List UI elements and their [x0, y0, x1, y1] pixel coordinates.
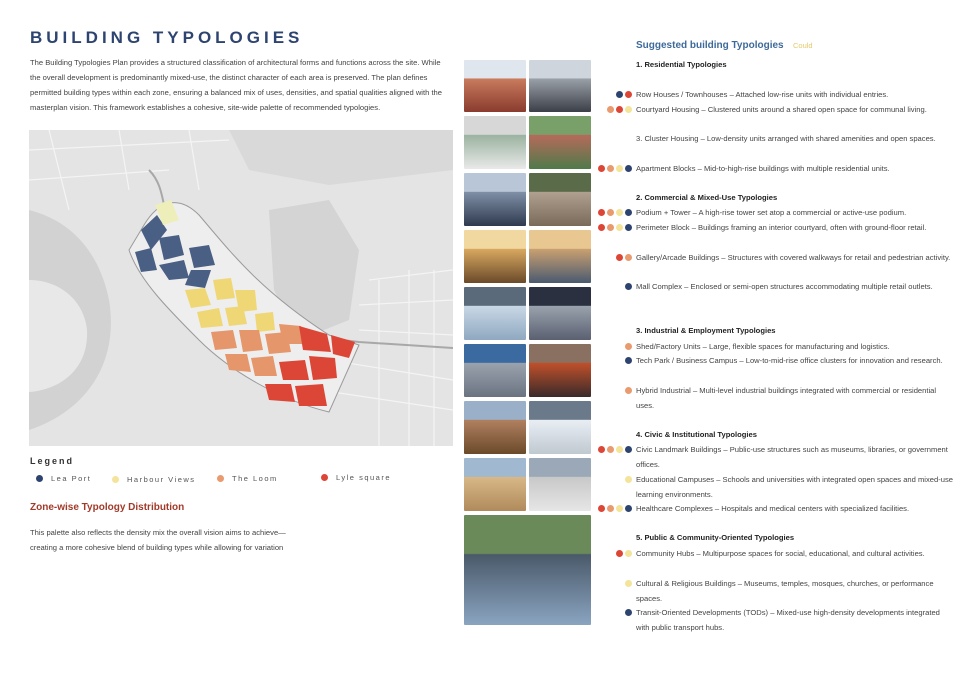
zone-dot-lyle-square: [598, 209, 605, 216]
zone-dot-harbour-views: [625, 580, 632, 587]
zone-dot-harbour-views: [625, 550, 632, 557]
zone-dot-the-loom: [607, 165, 614, 172]
zone-dot-lea-port: [625, 165, 632, 172]
zone-dot-lyle-square: [616, 106, 623, 113]
zone-dots-2-4: [625, 283, 632, 290]
arcade-interior-photo: [464, 230, 526, 283]
zone-dot-lea-port: [625, 283, 632, 290]
zone-dots-5-2: [625, 580, 632, 587]
zone-dot-lea-port: [625, 209, 632, 216]
zone-dot-lyle-square: [616, 550, 623, 557]
legend-title: Legend: [30, 456, 75, 466]
zone-dots-1-4: [598, 165, 632, 172]
section-heading-4: 4. Civic & Institutional Typologies: [636, 430, 757, 439]
typology-item-2-1: Podium + Tower – A high-rise tower set atop a commercial or active-use podium.: [636, 208, 907, 217]
zone-dot-lyle-square: [598, 165, 605, 172]
community-hall-photo: [464, 458, 526, 511]
white-cultural-building-photo: [529, 458, 591, 511]
intro-paragraph: The Building Typologies Plan provides a structured classification of architectural forms and functions across the site. While the overall development is predominantly mixed-use, the distinct character of each area is preserved. The plan defines permitted building types within each zone, ensuring a balanced mix of uses, densities, and spatial qualities aligned with the masterplan vision. This framework establishes a cohesive, site-wide palette of recommended typologies.: [30, 58, 442, 112]
zone-dots-3-1: [625, 343, 632, 350]
zone-dot-the-loom: [607, 505, 614, 512]
zone-dots-5-3: [625, 609, 632, 616]
legend-dot-lea-port: [36, 475, 43, 482]
typology-item-2-3: Gallery/Arcade Buildings – Structures with covered walkways for retail and pedestrian activity.: [636, 253, 951, 262]
legend-label-harbour-views: Harbour Views: [127, 475, 196, 484]
zone-dot-the-loom: [607, 209, 614, 216]
section-heading-3: 3. Industrial & Employment Typologies: [636, 326, 776, 335]
zone-dots-4-2: [625, 476, 632, 483]
legend-item-the-loom: [217, 474, 278, 483]
typology-item-3-2: Tech Park / Business Campus – Low-to-mid-rise office clusters for innovation and research.: [636, 356, 943, 365]
typology-item-3-3: Hybrid Industrial – Multi-level industrial buildings integrated with commercial or residential uses.: [636, 386, 937, 410]
typology-item-3-1: Shed/Factory Units – Large, flexible spaces for manufacturing and logistics.: [636, 342, 890, 351]
zone-dot-lea-port: [625, 357, 632, 364]
typology-item-5-1: Community Hubs – Multipurpose spaces for social, educational, and cultural activities.: [636, 549, 925, 558]
suggested-typologies-title: Suggested building Typologies: [636, 40, 784, 51]
zone-dot-lyle-square: [625, 91, 632, 98]
zone-dots-3-2: [625, 357, 632, 364]
zone-dots-3-3: [625, 387, 632, 394]
brick-house-photo: [464, 60, 526, 112]
zone-dot-the-loom: [607, 446, 614, 453]
section-heading-1: 1. Residential Typologies: [636, 60, 727, 69]
typology-item-5-2: Cultural & Religious Buildings – Museums, temples, mosques, churches, or performance spaces.: [636, 579, 934, 603]
zone-dot-lea-port: [625, 609, 632, 616]
zone-dot-harbour-views: [625, 476, 632, 483]
typology-item-4-1: Civic Landmark Buildings – Public-use structures such as museums, libraries, or government offices.: [636, 445, 948, 469]
zone-dot-lea-port: [625, 446, 632, 453]
modern-hybrid-building-photo: [529, 344, 591, 397]
transit-hub-towers-photo: [464, 515, 591, 625]
legend-label-lyle-square: Lyle square: [336, 473, 391, 482]
courtyard-housing-photo: [464, 116, 526, 169]
typology-item-1-1: Row Houses / Townhouses – Attached low-rise units with individual entries.: [636, 90, 889, 99]
zone-dot-the-loom: [625, 387, 632, 394]
legend-dot-lyle-square: [321, 474, 328, 481]
zone-dot-lea-port: [616, 91, 623, 98]
zone-dot-lyle-square: [616, 254, 623, 261]
hospital-building-photo: [529, 401, 591, 454]
zone-dot-the-loom: [607, 224, 614, 231]
typology-item-4-3: Healthcare Complexes – Hospitals and medical centers with specialized facilities.: [636, 504, 910, 513]
dense-blocks-aerial-photo: [529, 173, 591, 226]
zone-dots-2-1: [598, 209, 632, 216]
warehouse-photo: [529, 287, 591, 340]
zone-dots-1-2: [607, 106, 632, 113]
zone-dots-4-3: [598, 505, 632, 512]
townhouse-row-photo: [529, 60, 591, 112]
typology-item-5-3: Transit-Oriented Developments (TODs) – Mixed-use high-density developments integrated with public transport hubs.: [636, 608, 940, 632]
zone-distribution-title: Zone-wise Typology Distribution: [30, 502, 185, 513]
zone-dots-1-1: [616, 91, 632, 98]
zone-dots-2-3: [616, 254, 632, 261]
legend-dot-harbour-views: [112, 476, 119, 483]
section-heading-2: 2. Commercial & Mixed-Use Typologies: [636, 193, 778, 202]
zone-dot-the-loom: [607, 106, 614, 113]
zone-dot-lea-port: [625, 224, 632, 231]
legend-label-the-loom: The Loom: [232, 474, 278, 483]
zone-dots-2-2: [598, 224, 632, 231]
mall-exterior-photo: [529, 230, 591, 283]
zone-dot-harbour-views: [625, 106, 632, 113]
typology-item-2-4: Mall Complex – Enclosed or semi-open structures accommodating multiple retail outlets.: [636, 282, 933, 291]
typology-item-1-4: Apartment Blocks – Mid-to-high-rise buildings with multiple residential units.: [636, 164, 890, 173]
typology-item-2-2: Perimeter Block – Buildings framing an interior courtyard, often with ground-floor retail.: [636, 223, 927, 232]
site-plan-map: [29, 130, 453, 446]
apartment-tower-photo: [464, 173, 526, 226]
zone-dot-harbour-views: [616, 505, 623, 512]
legend-item-harbour-views: [112, 475, 196, 484]
typology-item-1-3: 3. Cluster Housing – Low-density units arranged with shared amenities and open spaces.: [636, 134, 936, 143]
zone-dot-lyle-square: [598, 224, 605, 231]
legend-item-lea-port: [36, 474, 91, 483]
zone-dots-5-1: [616, 550, 632, 557]
section-heading-5: 5. Public & Community-Oriented Typologies: [636, 533, 795, 542]
zone-dot-lea-port: [625, 505, 632, 512]
typology-item-4-2: Educational Campuses – Schools and universities with integrated open spaces and mixed-use learning environments.: [636, 475, 954, 499]
zone-distribution-text: This palette also reflects the density mix the overall vision aims to achieve—creating a more cohesive blend of building types while allowing for variation: [30, 528, 286, 552]
zone-dot-the-loom: [625, 254, 632, 261]
glass-office-photo: [464, 287, 526, 340]
zone-dot-harbour-views: [616, 224, 623, 231]
zone-dot-harbour-views: [616, 209, 623, 216]
cluster-housing-aerial-photo: [529, 116, 591, 169]
legend-item-lyle-square: [321, 473, 391, 482]
zone-dot-lyle-square: [598, 505, 605, 512]
brick-civic-building-photo: [464, 401, 526, 454]
zone-dot-harbour-views: [616, 165, 623, 172]
site-plan-drawing: [29, 130, 453, 446]
page-title: BUILDING TYPOLOGIES: [30, 28, 304, 47]
zone-dot-harbour-views: [616, 446, 623, 453]
suggested-typologies-tag: Could: [793, 41, 813, 50]
zone-dot-lyle-square: [598, 446, 605, 453]
zone-dots-4-1: [598, 446, 632, 453]
legend-label-lea-port: Lea Port: [51, 474, 92, 483]
typology-item-1-2: Courtyard Housing – Clustered units around a shared open space for communal living.: [636, 105, 927, 114]
industrial-shed-photo: [464, 344, 526, 397]
zone-dot-the-loom: [625, 343, 632, 350]
legend-dot-the-loom: [217, 475, 224, 482]
